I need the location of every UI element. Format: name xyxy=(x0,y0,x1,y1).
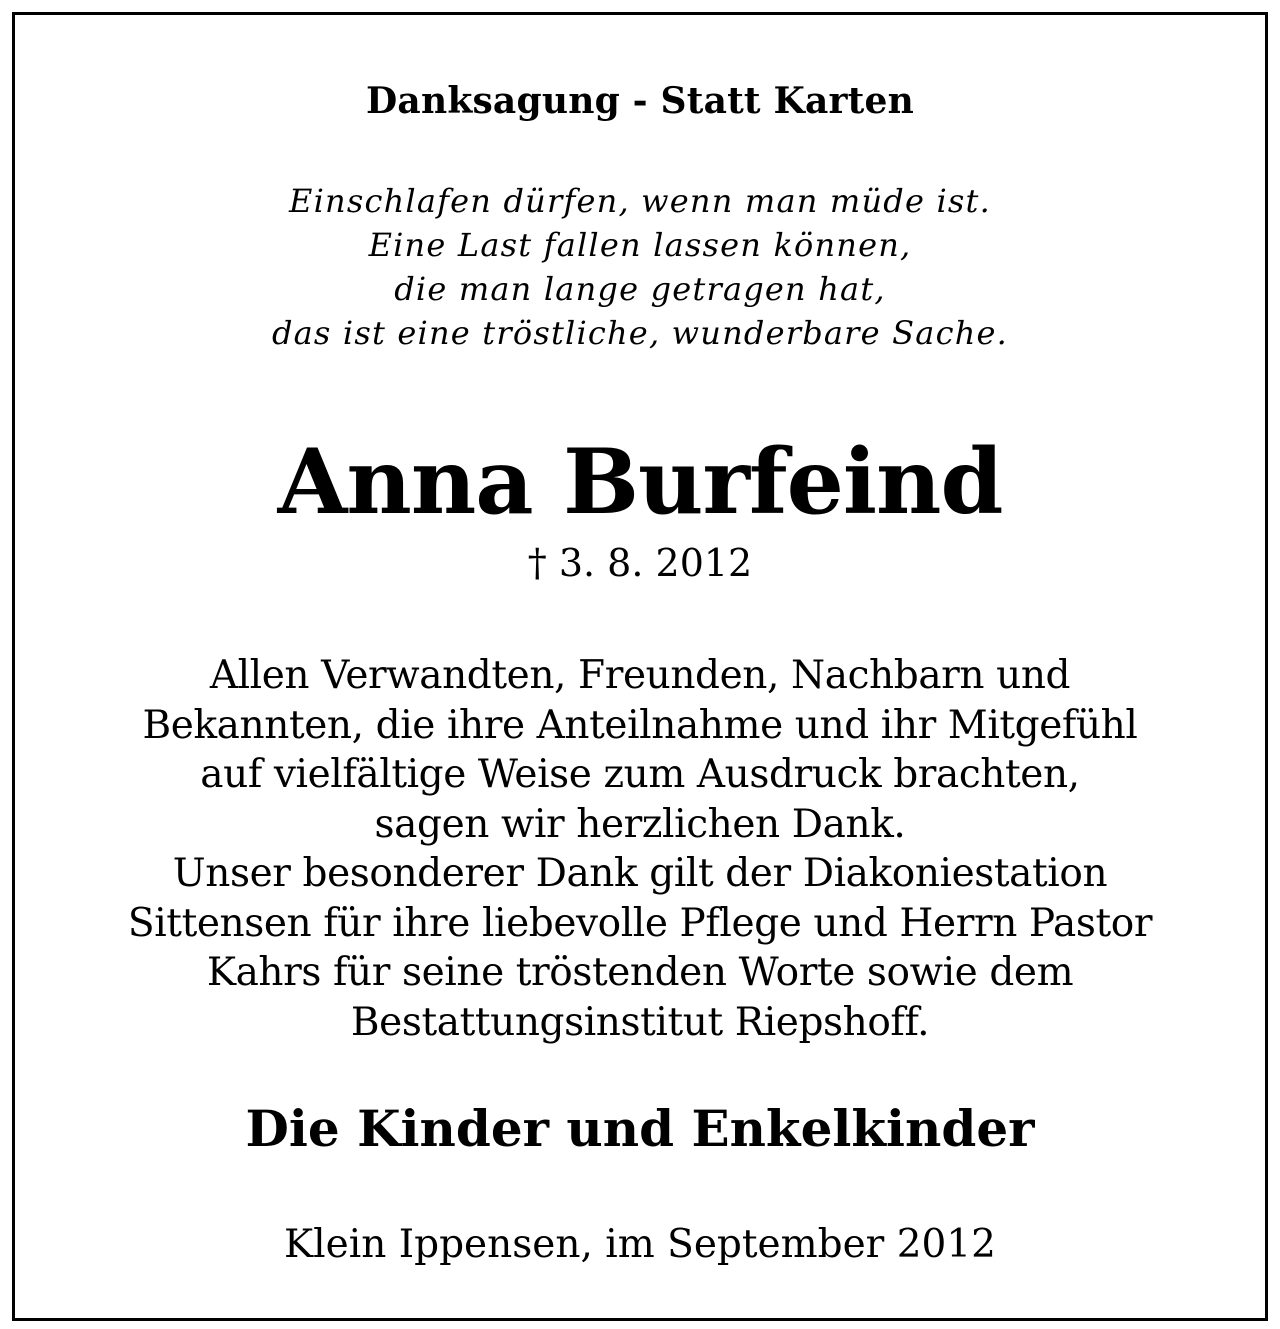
body-line-2: Bekannten, die ihre Anteilnahme und ihr Mitgefühl xyxy=(142,702,1138,748)
body-line-5: Unser besonderer Dank gilt der Diakoniestation xyxy=(172,851,1108,896)
thank-you-text xyxy=(15,651,1265,1047)
body-line-3: auf vielfältige Weise zum Ausdruck brachten, xyxy=(200,752,1080,797)
death-date: † 3. 8. 2012 xyxy=(527,541,753,585)
verse-line-2: Eine Last fallen lassen können, xyxy=(368,226,912,264)
poem-verse xyxy=(15,179,1265,355)
body-line-7: Kahrs für seine tröstenden Worte sowie dem xyxy=(206,950,1074,995)
verse-line-4: das ist eine tröstliche, wunderbare Sache. xyxy=(271,314,1009,352)
body-line-4: sagen wir herzlichen Dank. xyxy=(374,801,906,847)
family-signature: Die Kinder und Enkelkinder xyxy=(245,1099,1035,1158)
place-and-date: Klein Ippensen, im September 2012 xyxy=(284,1222,996,1267)
body-line-1: Allen Verwandten, Freunden, Nachbarn und xyxy=(209,653,1071,698)
body-line-6: Sittensen für ihre liebevolle Pflege und Herrn Pastor xyxy=(127,900,1153,946)
body-line-8: Bestattungsinstitut Riepshoff. xyxy=(350,999,930,1045)
thank-you-notice xyxy=(12,12,1268,1321)
deceased-name: Anna Burfeind xyxy=(277,429,1003,535)
notice-heading: Danksagung - Statt Karten xyxy=(366,80,914,122)
verse-line-3: die man lange getragen hat, xyxy=(394,270,886,308)
verse-line-1: Einschlafen dürfen, wenn man müde ist. xyxy=(289,182,991,220)
